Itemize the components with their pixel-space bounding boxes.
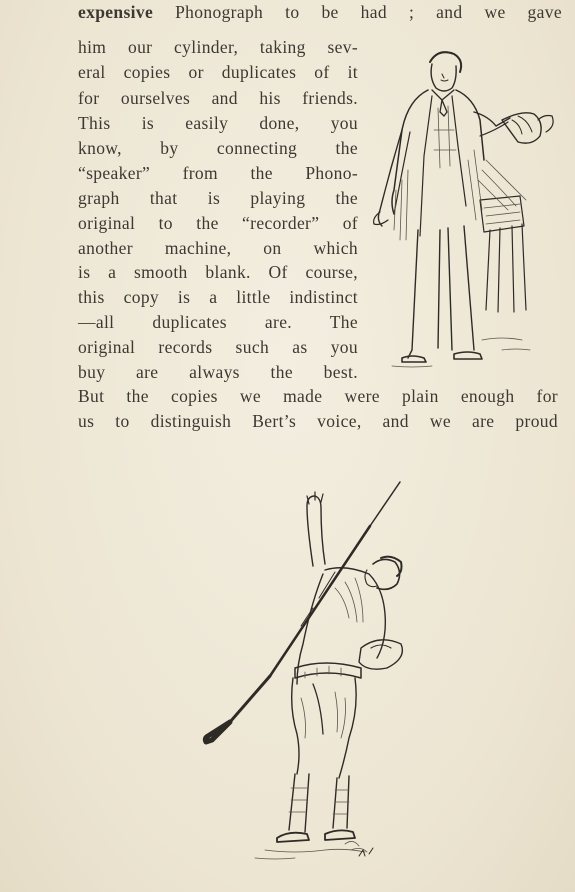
- text-line-4: for ourselves and his friends.: [78, 88, 358, 108]
- text-line-5: This is easily done, you: [78, 113, 358, 133]
- text-line-15: buy are always the best.: [78, 362, 358, 382]
- text-line-11: is a smooth blank. Of course,: [78, 262, 358, 282]
- text-line-13: —all duplicates are. The: [78, 312, 358, 332]
- text-line-3: eral copies or duplicates of it: [78, 62, 358, 82]
- text-line-8: graph that is playing the: [78, 188, 358, 208]
- text-line-12: this copy is a little indistinct: [78, 287, 358, 307]
- soldier-with-rifle-illustration: [185, 478, 425, 878]
- man-at-phonograph-illustration: [362, 40, 562, 375]
- text-line-16: But the copies we made were plain enough for: [78, 386, 558, 406]
- text-line-10: another machine, on which: [78, 238, 358, 258]
- text-line-2: him our cylinder, taking sev-: [78, 37, 358, 57]
- text-line-7: “speaker” from the Phono-: [78, 163, 358, 183]
- text-line-17: us to distinguish Bert’s voice, and we are proud: [78, 411, 558, 431]
- text-line-9: original to the “recorder” of: [78, 213, 358, 233]
- text-line-1: expensive Phonograph to be had ; and we gave: [78, 2, 562, 22]
- text-line-6: know, by connecting the: [78, 138, 358, 158]
- text-line-14: original records such as you: [78, 337, 358, 357]
